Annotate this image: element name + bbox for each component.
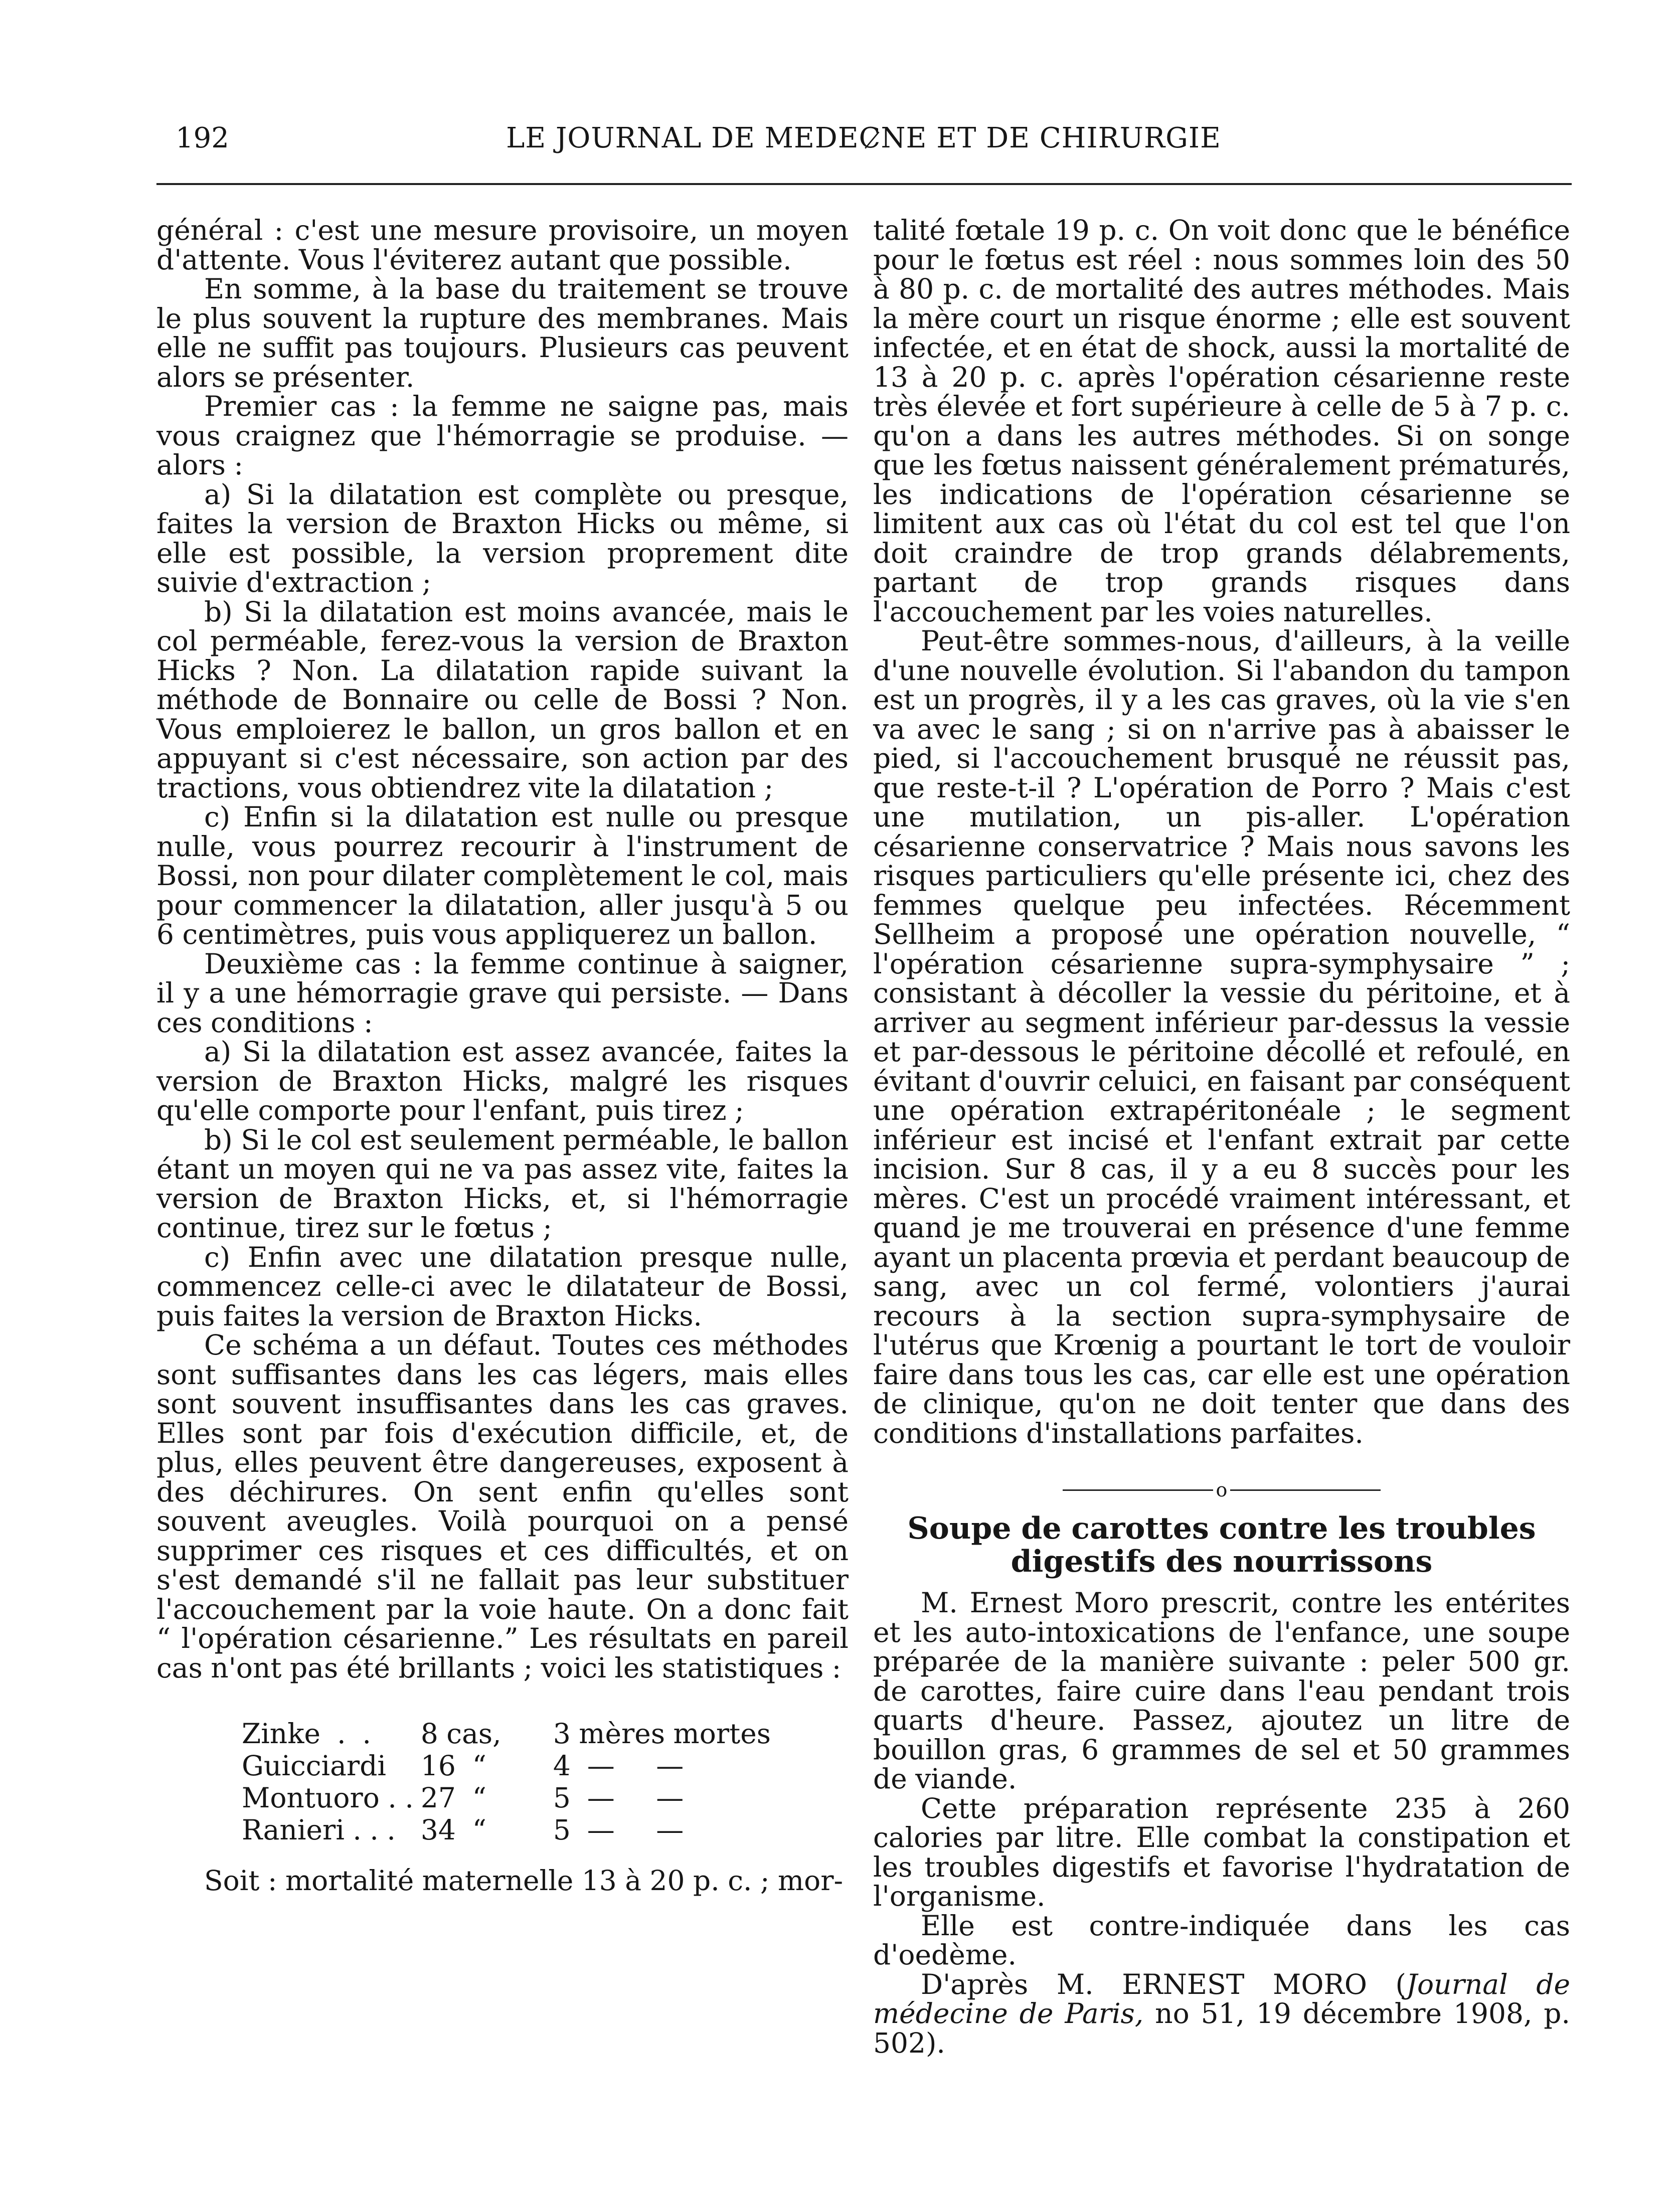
page-header	[156, 118, 1571, 163]
paragraph: général : c'est une mesure provisoire, un moyen d'attente. Vous l'éviterez autant que possible.	[156, 214, 849, 276]
paragraph: M. Ernest Moro prescrit, contre les entérites et les auto-intoxications de l'enfance, une soupe préparée de la manière suivante : peler 500 gr. de carottes, faire cuire dans l'eau pendant trois quarts d'heure. Passez, ajoutez un litre de bouillon gras, 6 grammes de sel et 50 grammes de viande.	[873, 1587, 1570, 1795]
author-cell: Guicciardi	[242, 1750, 387, 1782]
paragraph: Peut-être sommes-nous, d'ailleurs, à la veille d'une nouvelle évolution. Si l'abandon du tampon est un progrès, il y a les cas graves, où la vie s'en va avec le sang ; si on n'arrive pas à abaisser le pied, si l'accouchement brusqué ne réussit pas, que reste-t-il ? L'opération de Porro ? Mais c'est une mutilation, un pis-aller. L'opération césarienne conservatrice ? Mais nous savons les risques particuliers qu'elle présente ici, chez des femmes quelque peu infectées. Récemment Sellheim a proposé une opération nouvelle, “ l'opération césarienne supra-symphysaire ” ; consistant à décoller la vessie du péritoine, et à arriver au segment inférieur par-dessus la vessie et par-dessous le péritoine décollé et refoulé, en évitant d'ouvrir celuici, en faisant par conséquent une opération extrapéritonéale ; le segment inférieur est incisé et l'enfant extrait par cette incision. Sur 8 cas, il y a eu 8 succès pour les mères. C'est un procédé vraiment intéressant, et quand je me trouverai en présence d'une femme ayant un placenta prœvia et perdant beaucoup de sang, avec un col fermé, volontiers j'aurai recours à la section supra-symphysaire de l'utérus que Krœnig a pourtant le tort de vouloir faire dans tous les cas, car elle est une opération de clinique, qu'on ne doit tenter que dans des conditions d'installations parfaites.	[873, 625, 1570, 1449]
list-item: b) Si le col est seulement perméable, le ballon étant un moyen qui ne va pas assez vite, faites la version de Braxton Hicks, et, si l'hémorragie continue, tirez sur le fœtus ;	[156, 1123, 849, 1244]
deaths-cell: 3 mères mortes	[553, 1718, 771, 1750]
list-item: c) Enfin si la dilatation est nulle ou presque nulle, vous pourrez recourir à l'instrument de Bossi, non pour dilater complètement le col, mais pour commencer la dilatation, aller jusqu'à 5 ou 6 centimètres, puis vous appliquerez un ballon.	[156, 801, 849, 950]
author-cell: Montuoro . .	[242, 1782, 414, 1814]
author-cell: Zinke . .	[242, 1718, 372, 1750]
header-rule	[156, 183, 1572, 185]
table-row	[242, 1750, 778, 1782]
page-number: 192	[176, 122, 229, 154]
table-row	[242, 1782, 778, 1814]
citation	[873, 1970, 1570, 2058]
table-row	[242, 1814, 778, 1846]
article-title: Soupe de carottes contre les troubles digestifs des nourrissons	[907, 1511, 1536, 1579]
list-item: a) Si la dilatation est complète ou presque, faites la version de Braxton Hicks ou même, si elle est possible, la version proprement dite suivie d'extraction ;	[156, 478, 849, 598]
journal-title: LE JOURNAL DE MEDEC̷NE ET DE CHIRURGIE	[506, 122, 1221, 154]
separator-line	[1230, 1489, 1381, 1491]
paragraph: Cette préparation représente 235 à 260 calories par litre. Elle combat la constipation et les troubles digestifs et favorise l'hydratation de l'organisme.	[873, 1792, 1570, 1912]
deaths-cell: 5 — —	[553, 1782, 684, 1814]
statistics-table	[242, 1718, 778, 1846]
separator-line	[1063, 1489, 1213, 1491]
citation-prefix: D'après M. ERNEST MORO (	[921, 1968, 1406, 2000]
separator-mark: o	[1216, 1478, 1228, 1501]
cases-cell: 34 “	[420, 1814, 486, 1846]
deaths-cell: 5 — —	[553, 1814, 684, 1846]
paragraph: Premier cas : la femme ne saigne pas, mais vous craignez que l'hémorragie se produise. — alors :	[156, 390, 849, 481]
list-item: c) Enfin avec une dilatation presque nulle, commencez celle-ci avec le dilatateur de Bossi, puis faites la version de Braxton Hicks.	[156, 1241, 849, 1332]
list-item: a) Si la dilatation est assez avancée, faites la version de Braxton Hicks, malgré les risques qu'elle comporte pour l'enfant, puis tirez ;	[156, 1036, 849, 1126]
citation-journal: Journal de médecine de Paris,	[873, 1968, 1571, 2030]
author-cell: Ranieri . . .	[242, 1814, 396, 1846]
closing-line: Soit : mortalité maternelle 13 à 20 p. c. ; mor-	[204, 1865, 844, 1897]
right-column	[873, 216, 1570, 2058]
cases-cell: 8 cas,	[420, 1718, 501, 1750]
section-separator	[873, 1473, 1570, 1501]
cases-cell: 16 “	[420, 1750, 486, 1782]
paragraph: En somme, à la base du traitement se trouve le plus souvent la rupture des membranes. Mais elle ne suffit pas toujours. Plusieurs cas peuvent alors se présenter.	[156, 273, 849, 393]
list-item: b) Si la dilatation est moins avancée, mais le col perméable, ferez-vous la version de Braxton Hicks ? Non. La dilatation rapide suivant la méthode de Bonnaire ou celle de Bossi ? Non. Vous emploierez le ballon, un gros ballon et en appuyant si c'est nécessaire, son action par des tractions, vous obtiendrez vite la dilatation ;	[156, 595, 849, 804]
paragraph: talité fœtale 19 p. c. On voit donc que le bénéfice pour le fœtus est réel : nous sommes loin des 50 à 80 p. c. de mortalité des autres méthodes. Mais la mère court un risque énorme ; elle est souvent infectée, et en état de shock, aussi la mortalité de 13 à 20 p. c. après l'opération césarienne reste très élevée et fort supérieure à celle de 5 à 7 p. c. qu'on a dans les autres méthodes. Si on songe que les fœtus naissent généralement prématurés, les indications de l'opération césarienne se limitent aux cas où l'état du col est tel que l'on doit craindre de trop grands délabrements, partant de trop grands risques dans l'accouchement par les voies naturelles.	[873, 214, 1570, 628]
table-row	[242, 1718, 778, 1750]
citation-suffix: no 51, 19 décembre 1908, p. 502).	[873, 1997, 1570, 2059]
deaths-cell: 4 — —	[553, 1750, 684, 1782]
left-column	[156, 216, 849, 1896]
paragraph: Ce schéma a un défaut. Toutes ces méthodes sont suffisantes dans les cas légers, mais elles sont souvent insuffisantes dans les cas graves. Elles sont par fois d'exécution difficile, et, de plus, elles peuvent être dangereuses, exposent à des déchirures. On sent enfin qu'elles sont souvent aveugles. Voilà pourquoi on a pensé supprimer ces risques et ces difficultés, et on s'est demandé s'il ne fallait pas leur substituer l'accouchement par la voie haute. On a donc fait “ l'opération césarienne.” Les résultats en pareil cas n'ont pas été brillants ; voici les statistiques :	[156, 1329, 849, 1684]
cases-cell: 27 “	[420, 1782, 486, 1814]
paragraph: Deuxième cas : la femme continue à saigner, il y a une hémorragie grave qui persiste. — Dans ces conditions :	[156, 947, 849, 1039]
paragraph: Elle est contre-indiquée dans les cas d'oedème.	[873, 1909, 1570, 1971]
